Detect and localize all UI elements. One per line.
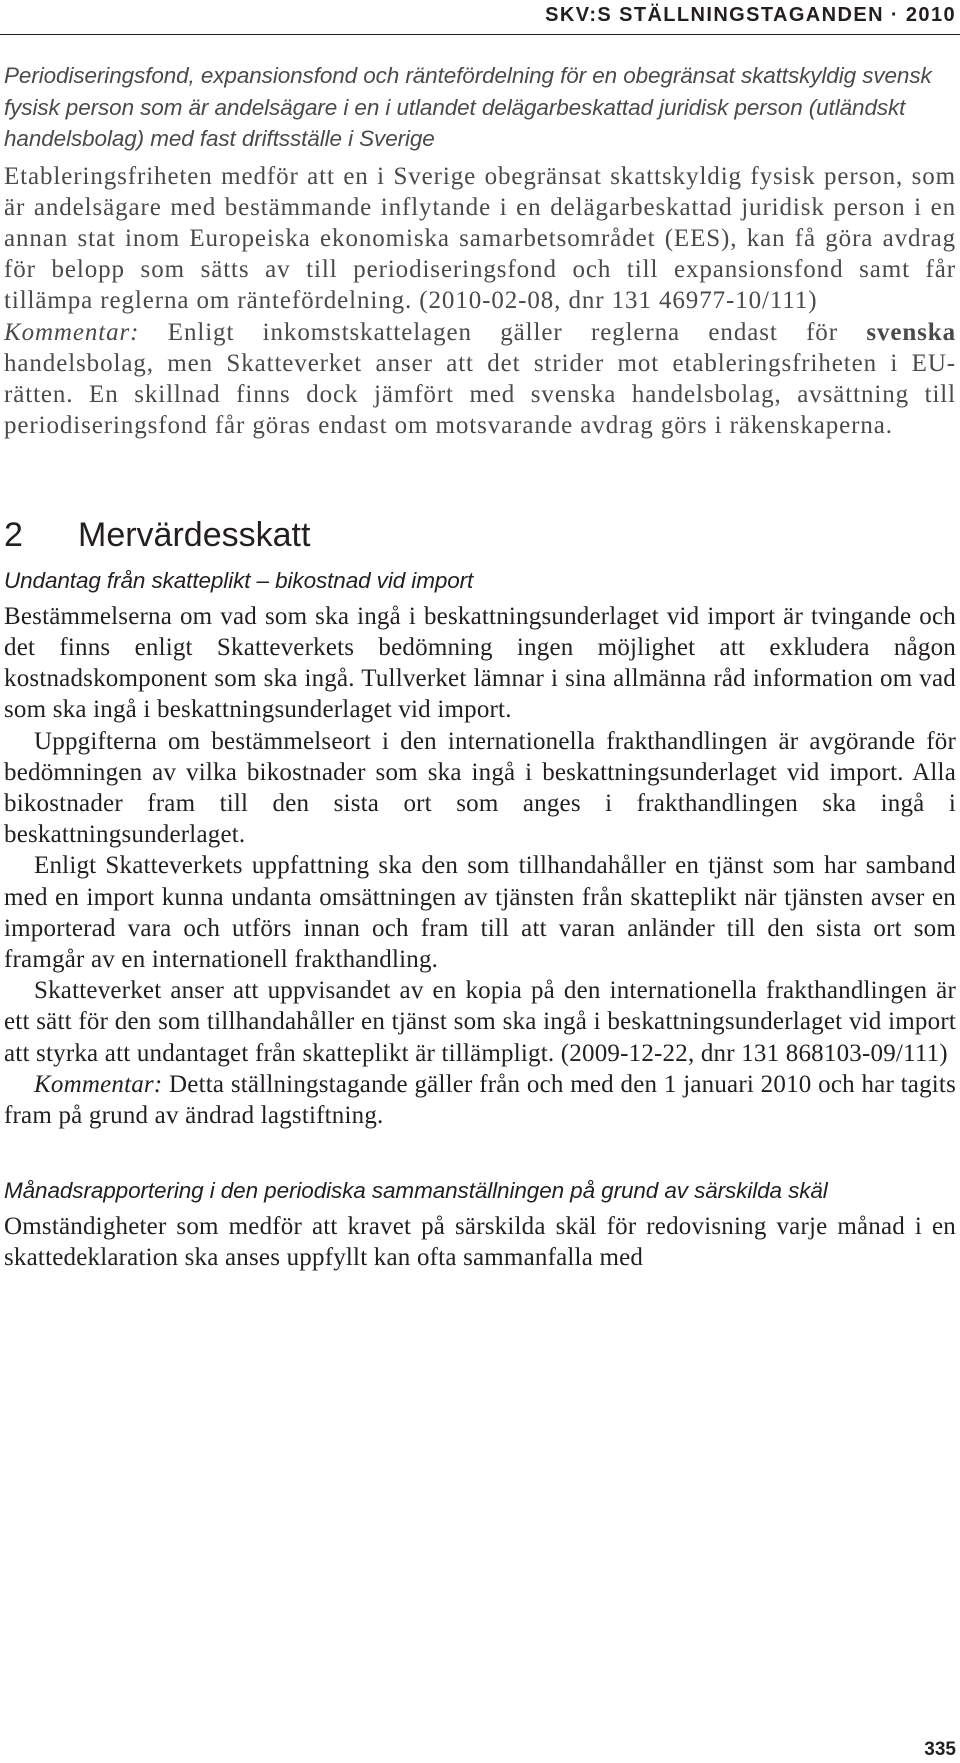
paragraph: Uppgifterna om bestämmelseort i den internationella frakthandlingen är avgörande för bedömningen av vilka bikostnader som ska ingå i beskattningsunderlaget vid import. Alla bikostnader fram till den sista ort som anges i frakthandlingen ska ingå i beskattningsunderlaget.	[4, 727, 956, 849]
section-paragraph: Etableringsfriheten medför att en i Sverige obegränsat skattskyldig fysisk person, som är andelsägare med bestämmande inflytande i en delägarbeskattad juridisk person i en annan stat inom Europeiska ekonomiska samarbetsområdet (EES), kan få göra avdrag för belopp som sätts av till periodiseringsfond och till expansionsfond samt får tillämpa reglerna om räntefördelning. (2010-02-08, dnr 131 46977-10/111)	[4, 162, 956, 315]
chapter-title: Mervärdesskatt	[78, 516, 311, 555]
running-header: SKV:S STÄLLNINGSTAGANDEN · 2010	[545, 4, 956, 26]
subsection-title: Undantag från skatteplikt – bikostnad vid import	[4, 568, 474, 594]
subsection-title: Månadsrapportering i den periodiska sammanställningen på grund av särskilda skäl	[4, 1178, 828, 1204]
paragraph: Omständigheter som medför att kravet på särskilda skäl för redovisning varje månad i en skattedeklaration ska anses uppfyllt kan ofta sammanfalla med	[4, 1212, 956, 1271]
paragraph: Bestämmelserna om vad som ska ingå i beskattningsunderlaget vid import är tvingande och det finns enligt Skatteverkets bedömning ingen möjlighet att exkludera någon kostnadskomponent som ska ingå. Tullverket lämnar i sina allmänna råd information om vad som ska ingå i beskattningsunderlaget vid import.	[4, 602, 956, 724]
comment-text-end: handelsbolag, men Skatteverket anser att det strider mot etableringsfriheten i EU-rätten. En skillnad finns dock jämfört med svenska handelsbolag, avsättning till periodiseringsfond får göras endast om motsvarande avdrag görs i räkenskaperna.	[4, 349, 956, 440]
comment-text: Detta ställningstagande gäller från och med den 1 januari 2010 och har tagits fram på grund av ändrad lagstiftning.	[4, 1070, 956, 1130]
section-title: Periodiseringsfond, expansionsfond och räntefördelning för en obegränsat skattskyldig svensk fysisk person som är andelsägare i en i utlandet delägarbeskattad juridisk person (utländskt handelsbolag) med fast driftsställe i Sverige	[4, 63, 932, 151]
header-rule	[0, 34, 960, 35]
paragraph: Enligt Skatteverkets uppfattning ska den som tillhandahåller en tjänst som har samband med en import kunna undanta omsättningen av tjänsten från skatteplikt när tjänsten avser en importerad vara och utförs innan och fram till att varan anländer till den sista ort som framgår av en internationell frakthandling.	[4, 852, 956, 974]
page-content	[4, 60, 956, 1273]
page-number: 335	[924, 1739, 956, 1760]
chapter-heading	[4, 513, 956, 557]
paragraph: Skatteverket anser att uppvisandet av en kopia på den internationella frakthandlingen är ett sätt för den som tillhandahåller en tjänst som ska ingå i beskattningsunderlaget vid import att styrka att undantaget från skatteplikt är tillämpligt. (2009-12-22, dnr 131 868103-09/111)	[4, 977, 956, 1067]
comment-text-start: Enligt inkomstskattelagen gäller reglerna endast för	[139, 318, 867, 346]
comment-label: Kommentar:	[34, 1070, 163, 1098]
subsection-comment	[4, 1069, 956, 1131]
comment-label: Kommentar:	[4, 318, 140, 346]
section-comment	[4, 317, 956, 442]
chapter-number: 2	[4, 516, 23, 555]
comment-bold-word: svenska	[866, 318, 956, 346]
